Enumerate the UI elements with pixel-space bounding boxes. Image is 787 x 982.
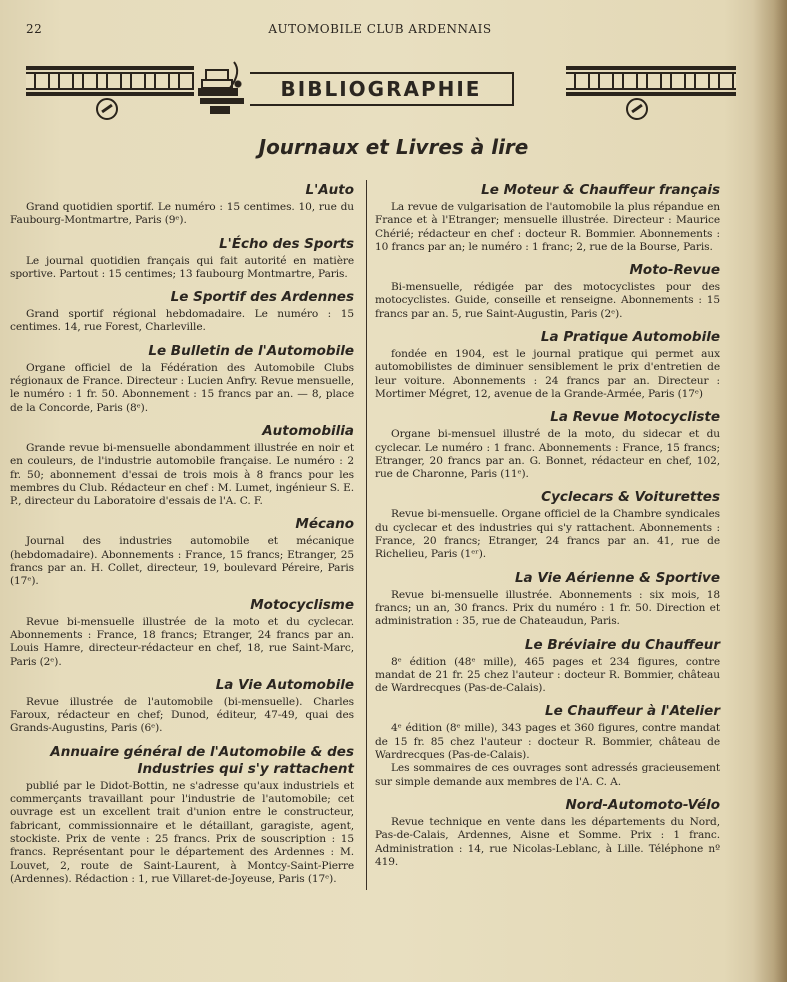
entry-title: La Revue Motocycliste	[550, 409, 720, 426]
entry-title: Mécano	[295, 516, 354, 533]
bibliography-entry	[10, 236, 354, 282]
entry-description: fondée en 1904, est le journal pratique qui permet aux automobilistes de diminuer sensiblement le prix d'entretien de leur voiture. Abonnements : 24 francs par an. Directeur : Mortimer Mégret, 12, avenue de la Grande-Armée, Paris (17ᵉ)	[375, 348, 720, 400]
section-title: Journaux et Livres à lire	[258, 135, 529, 159]
bibliography-entry	[10, 516, 354, 588]
entry-description: Grande revue bi-mensuelle abondamment illustrée en noir et en couleurs, de l'industrie automobile française. Le numéro : 2 fr. 50; abonnement d'essai de trois mois à 8 francs pour les membres du Club. Rédacteur en chef : M. Lumet, ingénieur S. E. P., directeur du Laboratoire d'essais de l'A. C. F.	[10, 441, 354, 508]
bibliography-entry	[10, 289, 354, 335]
left-column	[10, 182, 354, 894]
entry-title: Le Moteur & Chauffeur français	[481, 182, 720, 198]
bibliography-entry	[10, 744, 354, 886]
entry-title: Annuaire général de l'Automobile & des Industries qui s'y rattachent	[50, 743, 354, 777]
entry-title: Cyclecars & Voiturettes	[541, 489, 720, 506]
entry-description: Grand quotidien sportif. Le numéro : 15 centimes. 10, rue du Faubourg-Montmartre, Paris (9ᵉ).	[10, 201, 354, 227]
entry-title: L'Auto	[305, 182, 354, 198]
bibliography-entry	[10, 343, 354, 415]
entry-title: Nord-Automoto-Vélo	[565, 796, 720, 813]
entry-title: L'Écho des Sports	[219, 235, 354, 252]
entry-title: Le Bulletin de l'Automobile	[148, 342, 354, 359]
bibliography-entry	[375, 262, 720, 321]
entry-description: Revue technique en vente dans les départements du Nord, Pas-de-Calais, Ardennes, Aisne et Somme. Prix : 1 franc. Administration : 14, rue Nicolas-Leblanc, à Lille. Téléphone nº 419.	[375, 815, 720, 868]
entry-description: 8ᵉ édition (48ᵉ mille), 465 pages et 234 figures, contre mandat de 21 fr. 25 chez l'auteur : docteur R. Bommier, château de Wardrecques (Pas-de-Calais).	[375, 655, 720, 695]
bibliography-entry	[375, 409, 720, 481]
medallion-icon	[626, 98, 648, 120]
running-title: AUTOMOBILE CLUB ARDENNAIS	[268, 22, 492, 36]
entry-description: 4ᵉ édition (8ᵉ mille), 343 pages et 360 figures, contre mandat de 15 fr. 85 chez l'auteur : docteur R. Bommier, château de Wardrecques (Pas-de-Calais).	[375, 722, 720, 762]
entry-description: Bi-mensuelle, rédigée par des motocyclistes pour des motocyclistes. Guide, conseille et renseigne. Abonnements : 15 francs par an. 5, rue Saint-Augustin, Paris (2ᵉ).	[375, 281, 720, 320]
entry-description: Revue bi-mensuelle illustrée. Abonnements : six mois, 18 francs; un an, 30 francs. Prix du numéro : 1 fr. 50. Direction et administration : 35, rue de Chateaudun, Paris.	[375, 588, 720, 628]
right-column	[375, 182, 720, 877]
entry-title: Motocyclisme	[250, 596, 354, 613]
bibliography-entry	[10, 597, 354, 669]
entry-description: Organe bi-mensuel illustré de la moto, du sidecar et du cyclecar. Le numéro : 1 franc. Abonnements : France, 15 francs; Etranger, 20 francs par an. G. Bonnet, rédacteur en chef, 102, rue de Charonne, Paris (11ᵉ).	[375, 428, 720, 481]
entry-description: Journal des industries automobile et mécanique (hebdomadaire). Abonnements : France, 15 francs; Etranger, 25 francs par an. H. Collet, directeur, 19, boulevard Péreire, Paris (17ᵉ).	[10, 535, 354, 588]
entry-title: Le Chauffeur à l'Atelier	[544, 703, 720, 720]
bibliography-entry	[10, 677, 354, 736]
entry-description: Les sommaires de ces ouvrages sont adressés gracieusement sur simple demande aux membres de l'A. C. A.	[375, 762, 720, 788]
bibliography-entry	[375, 182, 720, 254]
bibliography-entry	[375, 570, 720, 629]
bibliography-entry	[10, 182, 354, 228]
banner-ornament-right	[566, 64, 736, 102]
column-divider	[366, 180, 367, 890]
banner-title: BIBLIOGRAPHIE	[250, 72, 514, 106]
bibliographie-banner	[26, 58, 736, 120]
entry-description: Revue bi-mensuelle. Organe officiel de la Chambre syndicales du cyclecar et des industries qui s'y rattachent. Abonnements : France, 20 francs; Etranger, 24 francs par an. 41, rue de Richelieu, Paris (1ᵉʳ).	[375, 508, 720, 561]
entry-title: Moto-Revue	[629, 262, 720, 279]
entry-description: Revue illustrée de l'automobile (bi-mensuelle). Charles Faroux, rédacteur en chef; Dunod, éditeur, 47-49, quai des Grands-Augustins, Paris (6ᵉ).	[10, 695, 354, 735]
entry-title: Automobilia	[262, 422, 354, 439]
entry-title: La Vie Aérienne & Sportive	[514, 569, 720, 586]
bibliography-entry	[375, 637, 720, 696]
entry-title: La Pratique Automobile	[540, 329, 720, 346]
entry-description: Organe officiel de la Fédération des Automobile Clubs régionaux de France. Directeur : Lucien Anfry. Revue mensuelle, le numéro : 1 fr. 50. Abonnement : 15 francs par an. — 8, place de la Concorde, Paris (8ᵉ).	[10, 361, 354, 414]
bibliography-entry	[375, 797, 720, 869]
bibliography-entry	[375, 489, 720, 561]
page-number: 22	[26, 22, 43, 36]
bibliography-entry	[375, 703, 720, 788]
entry-description: Le journal quotidien français qui fait autorité en matière sportive. Partout : 15 centimes; 13 faubourg Montmartre, Paris.	[10, 254, 354, 280]
medallion-icon	[96, 98, 118, 120]
entry-description: Revue bi-mensuelle illustrée de la moto et du cyclecar. Abonnements : France, 18 francs; Etranger, 24 francs par an. Louis Hamre, directeur-rédacteur en chef, 18, rue Saint-Marc, Paris (2ᵉ).	[10, 615, 354, 668]
entry-title: Le Sportif des Ardennes	[170, 289, 354, 306]
entry-description: La revue de vulgarisation de l'automobile la plus répandue en France et à l'Etranger; mensuelle illustrée. Directeur : Maurice Chérié; rédacteur en chef : docteur R. Bommier. Abonnements : 10 francs par an; le numéro : 1 franc; 2, rue de la Bourse, Paris.	[375, 201, 720, 253]
bibliography-entry	[375, 329, 720, 401]
entry-title: Le Bréviaire du Chauffeur	[524, 636, 720, 653]
entry-description: Grand sportif régional hebdomadaire. Le numéro : 15 centimes. 14, rue Forest, Charleville.	[10, 308, 354, 334]
entry-description: publié par le Didot-Bottin, ne s'adresse qu'aux industriels et commerçants travaillant pour l'industrie de l'automobile; cet ouvrage est un excellent trait d'union entre le constructeur, fabricant, commissionnaire et le détaillant, garagiste, agent, stockiste. Prix de vente : 25 francs. Prix de souscription : 15 francs. Représentant pour le département des Ardennes : M. Louvet, 2, route de Saint-Laurent, à Montcy-Saint-Pierre (Ardennes). Rédaction : 1, rue Villaret-de-Joyeuse, Paris (17ᵉ).	[10, 779, 354, 885]
entry-title: La Vie Automobile	[215, 676, 354, 693]
banner-ornament-left	[26, 64, 194, 102]
bibliography-entry	[10, 423, 354, 508]
